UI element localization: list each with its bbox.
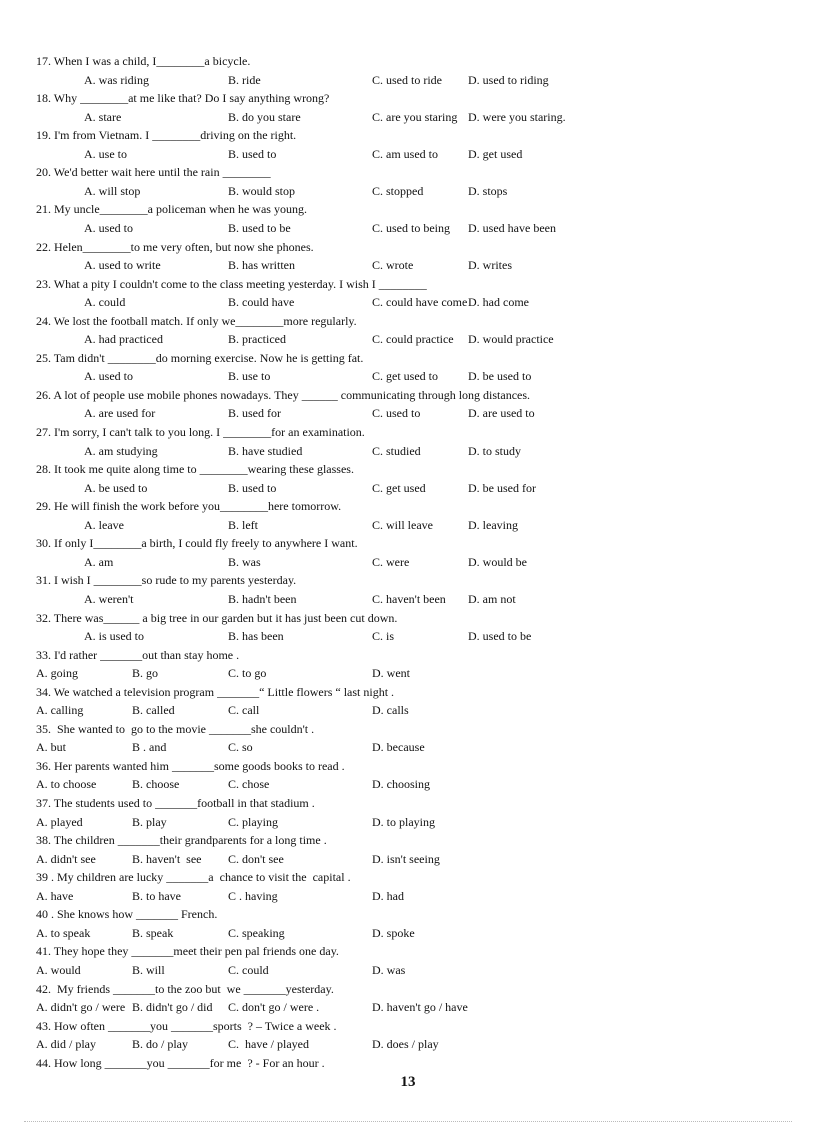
answer-option: B. do you stare	[228, 109, 301, 124]
question-stem: 31. I wish I ________so rude to my parents yesterday.	[36, 573, 297, 588]
answer-option: A. used to	[84, 369, 133, 384]
answer-options	[0, 145, 816, 163]
answer-options	[0, 71, 816, 89]
question-stem: 38. The children _______their grandparents for a long time .	[36, 833, 327, 848]
answer-option: C. chose	[228, 777, 270, 792]
answer-option: D. would be	[468, 554, 527, 569]
answer-option: B. used to	[228, 146, 277, 161]
answer-option: A. didn't see	[36, 851, 96, 866]
answer-option: C. could	[228, 962, 269, 977]
answer-option: C. don't go / were .	[228, 1000, 320, 1015]
answer-option: A. going	[36, 666, 78, 681]
answer-option: D. am not	[468, 591, 516, 606]
answer-option: A. used to write	[84, 258, 161, 273]
answer-options	[0, 108, 816, 126]
answer-options	[0, 404, 816, 422]
answer-option: D. get used	[468, 146, 523, 161]
answer-options	[0, 1035, 816, 1053]
answer-option: A. use to	[84, 146, 127, 161]
answer-options	[0, 479, 816, 497]
answer-option: B. was	[228, 554, 261, 569]
question-stem: 35. She wanted to go to the movie _______she couldn't .	[36, 721, 315, 736]
question-stem: 25. Tam didn't ________do morning exercise. Now he is getting fat.	[36, 350, 364, 365]
answer-option: B. could have	[228, 295, 295, 310]
answer-options	[0, 924, 816, 942]
answer-option: B. ride	[228, 72, 261, 87]
question-stem: 43. How often _______you _______sports ? – Twice a week .	[36, 1018, 337, 1033]
answer-options	[0, 887, 816, 905]
answer-option: D. had	[372, 888, 404, 903]
question-stem: 28. It took me quite along time to ________wearing these glasses.	[36, 462, 354, 477]
answer-option: A. played	[36, 814, 83, 829]
question-stem: 24. We lost the football match. If only we________more regularly.	[36, 313, 357, 328]
question-stem: 44. How long _______you _______for me ? - For an hour .	[36, 1055, 325, 1070]
answer-option: C . having	[228, 888, 278, 903]
question-stem: 19. I'm from Vietnam. I ________driving on the right.	[36, 128, 297, 143]
answer-option: D. writes	[468, 258, 512, 273]
answer-option: A. didn't go / were	[36, 1000, 126, 1015]
answer-options	[0, 961, 816, 979]
answer-option: D. went	[372, 666, 410, 681]
answer-option: B. use to	[228, 369, 271, 384]
answer-option: D. haven't go / have	[372, 1000, 468, 1015]
question-stem: 21. My uncle________a policeman when he was young.	[36, 202, 307, 217]
answer-options	[0, 182, 816, 200]
answer-option: D. was	[372, 962, 406, 977]
answer-option: D. were you staring.	[468, 109, 566, 124]
answer-option: D. stops	[468, 183, 508, 198]
answer-option: A. am	[84, 554, 114, 569]
answer-option: B. has been	[228, 629, 284, 644]
answer-option: D. to playing	[372, 814, 435, 829]
answer-option: B. speak	[132, 925, 174, 940]
answer-option: C. call	[228, 703, 260, 718]
answer-option: B. will	[132, 962, 165, 977]
answer-option: C. so	[228, 740, 253, 755]
answer-option: D. used to riding	[468, 72, 549, 87]
answer-option: C. were	[372, 554, 410, 569]
answer-option: A. did / play	[36, 1037, 96, 1052]
answer-option: A. to speak	[36, 925, 91, 940]
answer-option: C. playing	[228, 814, 278, 829]
answer-option: A. had practiced	[84, 332, 163, 347]
question-stem: 18. Why ________at me like that? Do I say anything wrong?	[36, 91, 330, 106]
answer-option: C. get used	[372, 480, 426, 495]
question-stem: 37. The students used to _______football in that stadium .	[36, 796, 315, 810]
answer-option: A. stare	[84, 109, 122, 124]
answer-option: A. am studying	[84, 443, 158, 458]
answer-option: D. be used to	[468, 369, 532, 384]
answer-option: B. haven't see	[132, 851, 202, 866]
answer-option: D. spoke	[372, 925, 415, 940]
answer-option: C. to go	[228, 666, 267, 681]
answer-option: D. would practice	[468, 332, 554, 347]
answer-options	[0, 850, 816, 868]
answer-options	[0, 738, 816, 756]
answer-option: C. could have come	[372, 295, 468, 310]
answer-options	[0, 701, 816, 719]
answer-option: A. would	[36, 962, 81, 977]
answer-option: B. has written	[228, 258, 295, 273]
answer-option: C. get used to	[372, 369, 438, 384]
answer-options	[0, 998, 816, 1016]
answer-option: C. used to	[372, 406, 421, 421]
answer-options	[0, 256, 816, 274]
question-stem: 34. We watched a television program _______“ Little flowers “ last night .	[36, 684, 395, 699]
answer-option: B. have studied	[228, 443, 303, 458]
answer-option: D. does / play	[372, 1037, 439, 1052]
answer-option: A. was riding	[84, 72, 149, 87]
question-stem: 33. I'd rather _______out than stay home .	[36, 647, 240, 662]
answer-options	[0, 442, 816, 460]
answer-option: C. could practice	[372, 332, 454, 347]
answer-options	[0, 367, 816, 385]
answer-option: A. calling	[36, 703, 84, 718]
answer-options	[0, 590, 816, 608]
question-stem: 39 . My children are lucky _______a chance to visit the capital .	[36, 870, 351, 885]
answer-option: B. play	[132, 814, 167, 829]
answer-option: C. am used to	[372, 146, 438, 161]
answer-option: C. are you staring	[372, 109, 458, 124]
question-stem: 23. What a pity I couldn't come to the class meeting yesterday. I wish I ________	[36, 276, 427, 291]
answer-option: D. leaving	[468, 517, 518, 532]
answer-option: A. leave	[84, 517, 124, 532]
question-stem: 20. We'd better wait here until the rain ________	[36, 165, 271, 180]
answer-option: C. studied	[372, 443, 421, 458]
answer-option: B. used to be	[228, 220, 291, 235]
answer-option: D. isn't seeing	[372, 851, 440, 866]
answer-options	[0, 775, 816, 793]
answer-option: A. will stop	[84, 183, 141, 198]
answer-option: B. didn't go / did	[132, 1000, 213, 1015]
question-stem: 42. My friends _______to the zoo but we _______yesterday.	[36, 981, 334, 996]
answer-option: B. left	[228, 517, 258, 532]
answer-option: D. choosing	[372, 777, 430, 792]
question-stem: 26. A lot of people use mobile phones nowadays. They ______ communicating through long distances.	[36, 387, 531, 402]
question-stem: 41. They hope they _______meet their pen pal friends one day.	[36, 944, 339, 959]
answer-option: B. choose	[132, 777, 180, 792]
answer-options	[0, 293, 816, 311]
answer-option: C. used to ride	[372, 72, 442, 87]
question-stem: 32. There was______ a big tree in our garden but it has just been cut down.	[36, 610, 398, 625]
question-stem: 17. When I was a child, I________a bicycle.	[36, 54, 251, 68]
answer-option: A. but	[36, 740, 66, 755]
answer-option: C. haven't been	[372, 591, 446, 606]
answer-option: A. used to	[84, 220, 133, 235]
answer-option: D. to study	[468, 443, 522, 458]
answer-option: A. could	[84, 295, 126, 310]
answer-option: B. to have	[132, 888, 181, 903]
answer-option: A. be used to	[84, 480, 148, 495]
answer-options	[0, 330, 816, 348]
answer-options	[0, 813, 816, 831]
answer-option: D. used to be	[468, 629, 532, 644]
answer-option: D. calls	[372, 703, 409, 718]
answer-options	[0, 219, 816, 237]
answer-option: B. go	[132, 666, 159, 681]
answer-option: C. is	[372, 629, 395, 644]
question-stem: 29. He will finish the work before you________here tomorrow.	[36, 499, 342, 514]
answer-option: C. don't see	[228, 851, 284, 866]
answer-option: B. used for	[228, 406, 281, 421]
question-stem: 40 . She knows how _______ French.	[36, 907, 218, 922]
page-bottom-divider	[24, 1121, 792, 1122]
answer-option: C. used to being	[372, 220, 450, 235]
page-number: 13	[400, 1074, 416, 1090]
answer-option: B. practiced	[228, 332, 286, 347]
answer-option: C. wrote	[372, 258, 414, 273]
answer-option: C. stopped	[372, 183, 424, 198]
answer-options	[0, 553, 816, 571]
answer-option: B. would stop	[228, 183, 296, 198]
question-stem: 27. I'm sorry, I can't talk to you long. I ________for an examination.	[36, 425, 365, 439]
answer-options	[0, 627, 816, 645]
answer-option: D. be used for	[468, 480, 536, 495]
answer-option: C. have / played	[228, 1037, 309, 1052]
answer-option: A. to choose	[36, 777, 97, 792]
answer-option: D. used have been	[468, 220, 556, 235]
question-stem: 36. Her parents wanted him _______some goods books to read .	[36, 758, 345, 773]
answer-option: A. is used to	[84, 629, 144, 644]
answer-option: B. used to	[228, 480, 277, 495]
answer-option: A. weren't	[84, 591, 134, 606]
answer-option: D. are used to	[468, 406, 535, 421]
question-stem: 30. If only I________a birth, I could fly freely to anywhere I want.	[36, 536, 358, 551]
answer-option: A. are used for	[84, 406, 156, 421]
answer-option: B. hadn't been	[228, 591, 297, 606]
question-stem: 22. Helen________to me very often, but now she phones.	[36, 239, 314, 254]
answer-option: C. will leave	[372, 517, 433, 532]
answer-option: A. have	[36, 888, 74, 903]
answer-option: B . and	[132, 740, 167, 755]
answer-option: C. speaking	[228, 925, 285, 940]
answer-options	[0, 664, 816, 682]
answer-option: D. because	[372, 740, 425, 755]
answer-option: B. called	[132, 703, 175, 718]
answer-option: B. do / play	[132, 1037, 188, 1052]
answer-options	[0, 516, 816, 534]
answer-option: D. had come	[468, 295, 529, 310]
